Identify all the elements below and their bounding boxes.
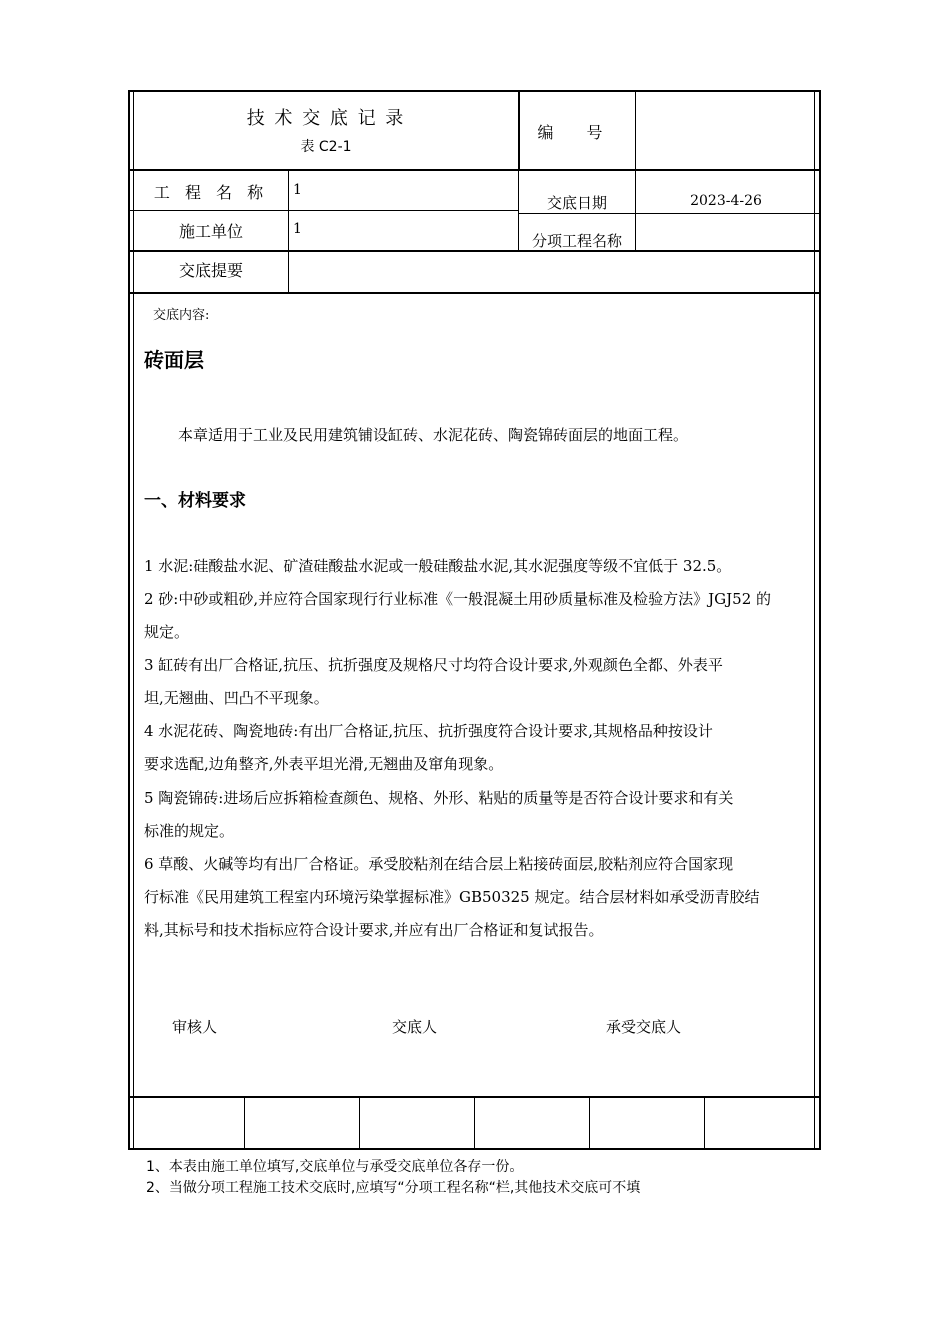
project-name-value[interactable]: 1	[293, 182, 302, 198]
body-line: 3 缸砖有出厂合格证,抗压、抗折强度及规格尺寸均符合设计要求,外观颜色全都、外表平	[144, 656, 723, 674]
body-line: 1 水泥:硅酸盐水泥、矿渣硅酸盐水泥或一般硅酸盐水泥,其水泥强度等级不宜低于 32.5。	[144, 557, 732, 575]
body-line: 4 水泥花砖、陶瓷地砖:有出厂合格证,抗压、抗折强度符合设计要求,其规格品种按设计	[144, 722, 713, 740]
note-line: 1、本表由施工单位填写,交底单位与承受交底单位各存一份。	[146, 1159, 524, 1175]
body-line: 要求选配,边角整齐,外表平坦光滑,无翘曲及窜角现象。	[144, 755, 504, 773]
date-label: 交底日期	[546, 194, 607, 212]
form-title: 技 术 交 底 记 录	[246, 108, 406, 129]
body-line: 料,其标号和技术指标应符合设计要求,并应有出厂合格证和复试报告。	[144, 921, 604, 939]
body-line: 坦,无翘曲、凹凸不平现象。	[144, 689, 329, 707]
unit-value[interactable]: 1	[293, 221, 302, 237]
receiver-label: 承受交底人	[606, 1018, 682, 1036]
date-value[interactable]: 2023-4-26	[690, 193, 762, 209]
content-heading: 砖面层	[144, 348, 204, 372]
unit-label: 施工单位	[178, 222, 243, 241]
body-line: 5 陶瓷锦砖:进场后应拆箱检查颜色、规格、外形、粘贴的质量等是否符合设计要求和有关	[144, 789, 734, 807]
scope-paragraph: 本章适用于工业及民用建筑铺设缸砖、水泥花砖、陶瓷锦砖面层的地面工程。	[178, 426, 689, 444]
form-code: 表 C2-1	[300, 139, 352, 155]
project-name-label: 工 程 名 称	[153, 183, 269, 202]
section-title: 一、材料要求	[144, 491, 246, 511]
content-intro-label: 交底内容:	[153, 308, 210, 323]
subproject-label: 分项工程名称	[531, 232, 622, 250]
body-line: 标准的规定。	[144, 822, 235, 840]
body-line: 6 草酸、火碱等均有出厂合格证。承受胶粘剂在结合层上粘接砖面层,胶粘剂应符合国家现	[144, 855, 734, 873]
number-label: 编 号	[537, 123, 617, 142]
discloser-label: 交底人	[392, 1018, 438, 1036]
body-line: 行标准《民用建筑工程室内环境污染掌握标准》GB50325 规定。结合层材料如承受沥青胶结	[144, 888, 760, 906]
body-line: 规定。	[144, 623, 190, 641]
body-line: 2 砂:中砂或粗砂,并应符合国家现行行业标准《一般混凝土用砂质量标准及检验方法》JGJ52 的	[144, 590, 772, 608]
note-line: 2、当做分项工程施工技术交底时,应填写“分项工程名称“栏,其他技术交底可不填	[146, 1180, 641, 1196]
summary-label: 交底提要	[178, 261, 243, 280]
reviewer-label: 审核人	[172, 1018, 218, 1036]
